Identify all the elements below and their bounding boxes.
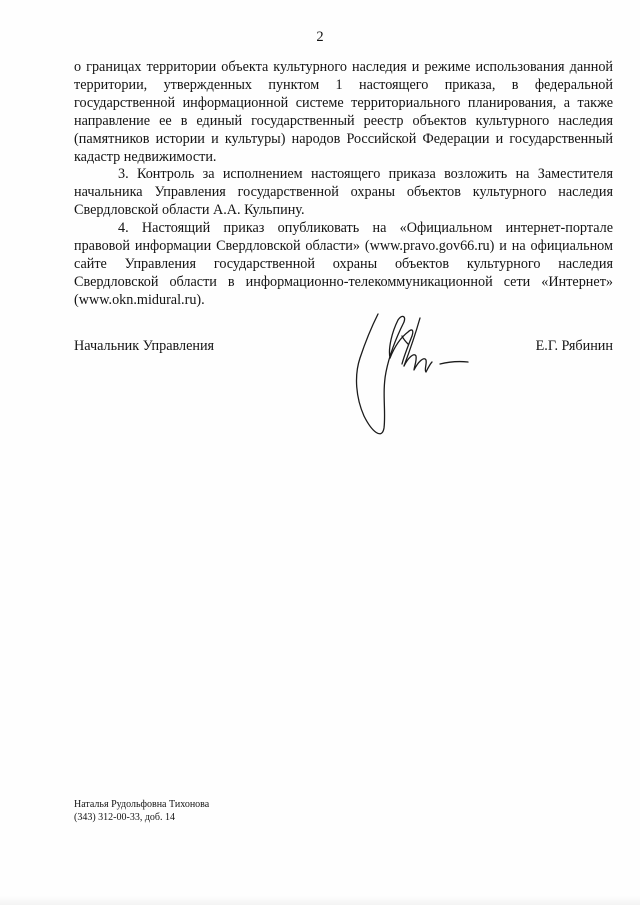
signer-title: Начальник Управления bbox=[74, 338, 215, 354]
contact-phone: (343) 312-00-33, доб. 14 bbox=[74, 812, 175, 823]
paragraph-continuation: о границах территории объекта культурного наследия и режиме использования данной территории, утвержденных пунктом 1 настоящего приказа, в федеральной государственной информационной системе территориального планирования, а также направление ее в единый государственный реестр объектов культурного наследия (памятников истории и культуры) народов Российской Федерации и государственный кадастр недвижимости. bbox=[74, 59, 613, 165]
contact-footer bbox=[74, 798, 209, 824]
scan-edge bbox=[0, 896, 640, 905]
contact-name: Наталья Рудольфовна Тихонова bbox=[74, 799, 210, 810]
handwritten-signature bbox=[342, 300, 477, 440]
signer-name: Е.Г. Рябинин bbox=[535, 338, 613, 354]
page-number: 2 bbox=[316, 29, 324, 45]
paragraph-item-4: 4. Настоящий приказ опубликовать на «Официальном интернет-портале правовой информации Свердловской области» (www.pravo.gov66.ru) и на официальном сайте Управления государственной охраны объектов культурного наследия Свердловской области в информационно-телекоммуникационной сети «Интернет» (www.okn.midural.ru). bbox=[74, 220, 613, 308]
document-body bbox=[74, 59, 613, 310]
paragraph-item-3: 3. Контроль за исполнением настоящего приказа возложить на Заместителя начальника Управления государственной охраны объектов культурного наследия Свердловской области А.А. Кульпину. bbox=[74, 166, 613, 219]
